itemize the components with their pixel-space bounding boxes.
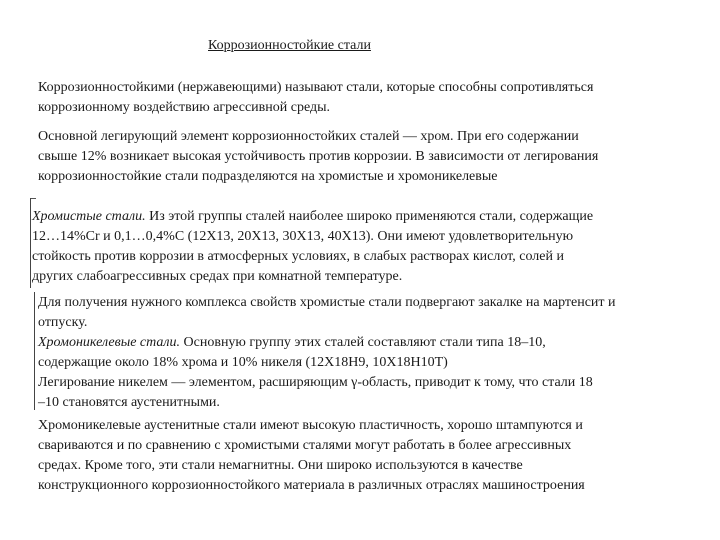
text-line: коррозионностойкие стали подразделяются на хромистые и хромоникелевые bbox=[38, 169, 498, 184]
text-fragment: Из этой группы сталей наиболее широко применяются стали, содержащие bbox=[145, 209, 594, 224]
text-line: Легирование никелем — элементом, расширяющим γ-область, приводит к тому, что стали 18 bbox=[38, 375, 593, 390]
austenitic-steels-paragraph bbox=[38, 416, 585, 496]
text-line: других слабоагрессивных средах при комнатной температуре. bbox=[32, 269, 403, 284]
term-chromium-steels: Хромистые стали. bbox=[32, 209, 146, 224]
text-line: Основной легирующий элемент коррозионностойких сталей — хром. При его содержании bbox=[38, 129, 579, 144]
edge-mark bbox=[34, 292, 35, 410]
text-line: содержащие около 18% хрома и 10% никеля (12Х18Н9, 10Х18Н10Т) bbox=[38, 355, 448, 370]
text-line: свыше 12% возникает высокая устойчивость против коррозии. В зависимости от легирования bbox=[38, 149, 599, 164]
text-line: коррозионному воздействию агрессивной среды. bbox=[38, 100, 331, 115]
text-line: стойкость против коррозии в атмосферных условиях, в слабых растворах кислот, солей и bbox=[32, 249, 564, 264]
text-line: конструкционного коррозионностойкого материала в различных отраслях машиностроения bbox=[38, 478, 585, 493]
text-line: отпуску. bbox=[38, 315, 88, 330]
slide-title: Коррозионностойкие стали bbox=[208, 38, 371, 53]
text-line: Для получения нужного комплекса свойств хромистые стали подвергают закалке на мартенсит и bbox=[38, 295, 616, 310]
intro-paragraph bbox=[38, 78, 593, 118]
text-line: свариваются и по сравнению с хромистыми сталями могут работать в более агрессивных bbox=[38, 438, 572, 453]
chromium-steels-paragraph bbox=[32, 207, 593, 287]
text-fragment: Основную группу этих сталей составляют стали типа 18–10, bbox=[180, 335, 546, 350]
main-element-paragraph bbox=[38, 127, 598, 187]
text-line bbox=[32, 207, 593, 227]
text-line: 12…14%Cr и 0,1…0,4%С (12Х13, 20Х13, 30Х13, 40Х13). Они имеют удовлетворительную bbox=[32, 229, 574, 244]
text-line bbox=[38, 333, 616, 353]
term-chromium-nickel-steels: Хромоникелевые стали. bbox=[38, 335, 181, 350]
text-line: средах. Кроме того, эти стали немагнитны. Они широко используются в качестве bbox=[38, 458, 523, 473]
edge-mark bbox=[30, 198, 31, 288]
text-line: Коррозионностойкими (нержавеющими) называют стали, которые способны сопротивляться bbox=[38, 80, 594, 95]
text-line: –10 становятся аустенитными. bbox=[38, 395, 220, 410]
chromium-nickel-paragraph bbox=[38, 293, 616, 413]
text-line: Хромоникелевые аустенитные стали имеют высокую пластичность, хорошо штампуются и bbox=[38, 418, 583, 433]
